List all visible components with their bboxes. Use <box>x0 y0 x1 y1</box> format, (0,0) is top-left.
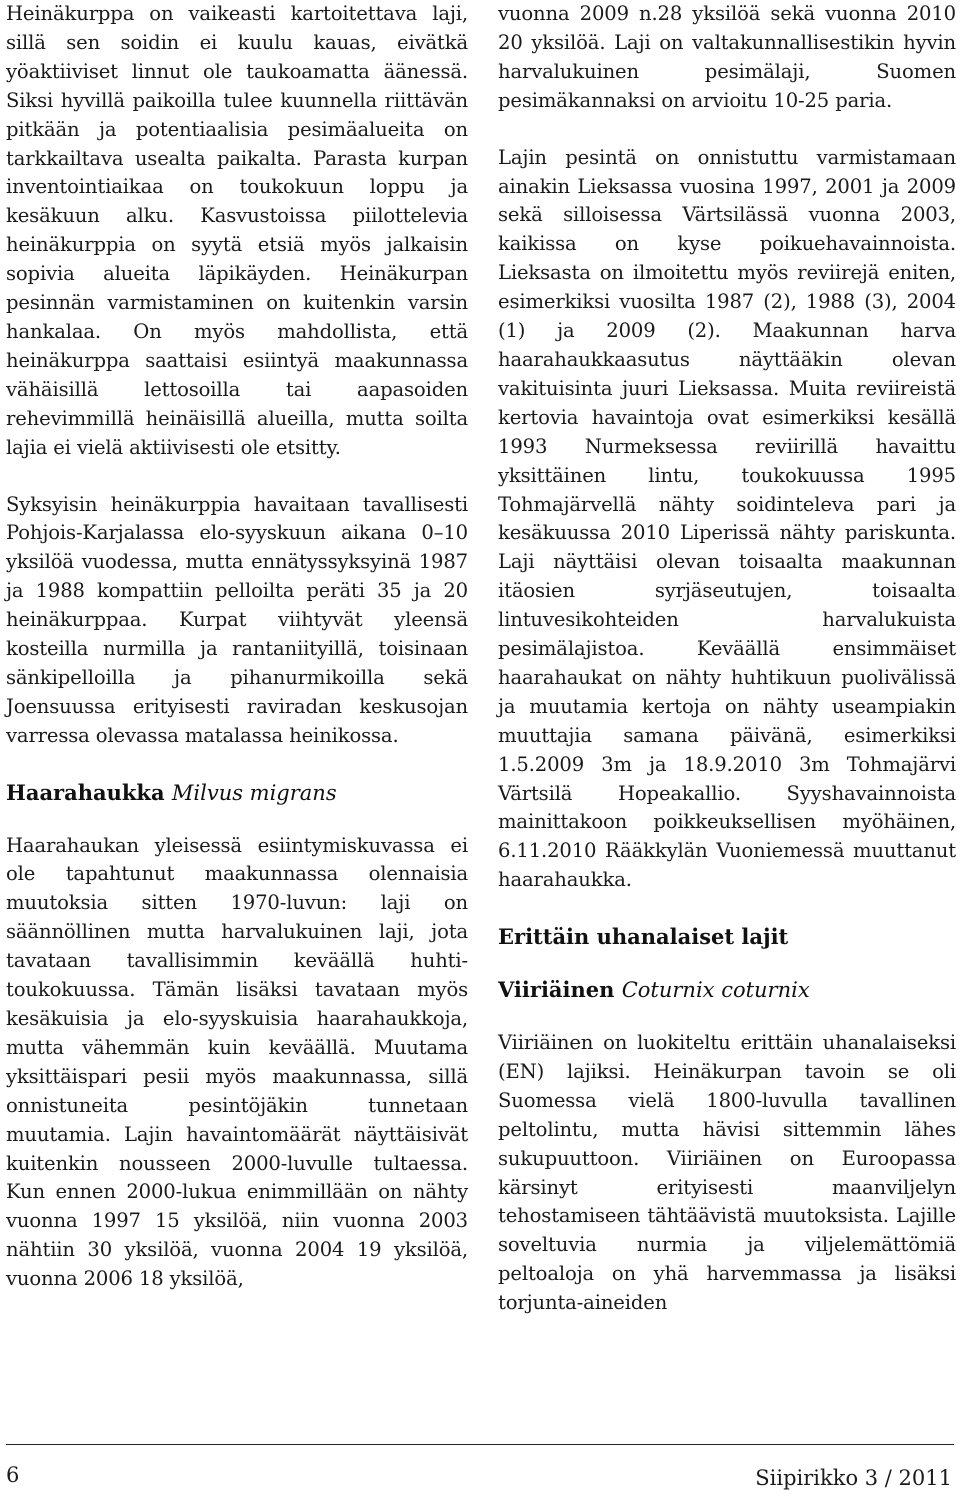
species-common-name: Haarahaukka <box>6 779 165 805</box>
paragraph-haarahaukka-breeding: Lajin pesintä on onnistuttu varmistamaan ainakin Lieksassa vuosina 1997, 2001 ja 2009 sekä silloisessa Värtsilässä vuonna 2003, kaikissa on kyse poikuehavainnoista. Lieksasta on ilmoitettu myös reviirejä eniten, esimerkiksi vuosilta 1987 (2), 1988 (3), 2004 (1) ja 2009 (2). Maakunnan harva haarahaukkaasutus näyttääkin olevan vakituisinta juuri Lieksassa. Muita reviireistä kertovia havaintoja ovat esimerkiksi kesällä 1993 Nurmeksessa reviirillä havaittu yksittäinen lintu, toukokuussa 1995 Tohmajärvellä nähty soidinteleva pari ja kesäkuussa 2010 Liperissä nähty pariskunta. Laji näyttäisi olevan toisaalta maakunnan itäosien syrjäseutujen, toisaalta lintuvesikohteiden harvalukuista pesimälajistoa. Keväällä ensimmäiset haarahaukat on nähty huhtikuun puolivälissä ja muutamia kertoja on nähty useampiakin muuttajia samana päivänä, esimerkiksi 1.5.2009 3m ja 18.9.2010 3m Tohmajärvi Värtsilä Hopeakallio. Syyshavainnoista mainittakoon poikkeuksellisen myöhäinen, 6.11.2010 Rääkkylän Vuoniemessä muuttanut haarahaukka. <box>498 145 956 892</box>
section-heading: Erittäin uhanalaiset lajit <box>498 924 789 950</box>
species-scientific-name: Coturnix coturnix <box>621 978 810 1003</box>
paragraph-heinakurppa-inventory: Heinäkurppa on vaikeasti kartoitettava laji, sillä sen soidin ei kuulu kauas, eivätkä yöaktiiviset linnut ole taukoamatta äänessä. Siksi hyvillä paikoilla tulee kuunnella riittävän pitkään ja potentiaalisia pesimäalueita on tarkkailtava usealta paikalta. Parasta kurpan inventointiaikaa on toukokuun loppu ja kesäkuun alku. Kasvustoissa piilottelevia heinäkurppia on syytä etsiä myös jalkaisin sopivia alueita läpikäyden. Heinäkurpan pesinnän varmistaminen on kuitenkin varsin hankalaa. On myös mahdollista, että heinäkurppa saattaisi esiintyä maakunnassa vähäisillä lettosoilla tai aapasoiden rehevimmillä heinäisillä alueilla, mutta soilta lajia ei vielä aktiivisesti ole etsitty. <box>6 2 468 459</box>
paragraph-heinakurppa-autumn: Syksyisin heinäkurppia havaitaan tavallisesti Pohjois-Karjalassa elo-syyskuun aikana 0–10 yksilöä vuodessa, mutta ennätyssyksyinä 1987 ja 1988 kompattiin pelloilta peräti 35 ja 20 heinäkurppaa. Kurpat viihtyvät yleensä kosteilla nurmilla ja rantaniityillä, toisinaan sänkipelloilla ja pihanurmikoilla sekä Joensuussa erityisesti raviradan keskusojan varressa olevassa matalassa heinikossa. <box>6 492 468 747</box>
species-heading-viiriainen <box>498 976 956 1005</box>
paragraph-haarahaukka-occurrence: Haarahaukan yleisessä esiintymiskuvassa ei ole tapahtunut maakunnassa olennaisia muutoksia sitten 1970-luvun: laji on säännöllinen mutta harvalukuinen laji, jota tavataan tavallisimmin keväällä huhti-toukokuussa. Tämän lisäksi tavataan myös kesäkuisia ja elo-syyskuisia haarahaukkoja, mutta vähemmän kuin keväällä. Muutama yksittäispari pesii myös maakunnassa, sillä onnistuneita pesintöjäkin tunnetaan muutamia. Lajin havaintomäärät näyttäisivät kuitenkin nousseen 2000-luvulle tultaessa. Kun ennen 2000-lukua enimmillään on nähty vuonna 1997 15 yksilöä, niin vuonna 2003 nähtiin 30 yksilöä, vuonna 2004 19 yksilöä, vuonna 2006 18 yksilöä, <box>6 833 468 1291</box>
species-heading-haarahaukka <box>6 779 468 808</box>
right-column <box>498 0 956 1318</box>
left-column <box>6 0 468 1294</box>
paragraph-viiriainen-status: Viiriäinen on luokiteltu erittäin uhanalaiseksi (EN) lajiksi. Heinäkurpan tavoin se oli Suomessa vielä 1800-luvulla tavallinen peltolintu, mutta hävisi sittemmin lähes sukupuuttoon. Viiriäinen on Euroopassa kärsinyt erityisesti maanviljelyn tehostamiseen tähtäävistä muutoksista. Lajille soveltuvia nurmia ja viljelemättömiä peltoaloja on yhä harvemmassa ja lisäksi torjunta-aineiden <box>498 1031 956 1315</box>
page-number: 6 <box>6 1463 20 1487</box>
species-scientific-name: Milvus migrans <box>171 780 337 805</box>
footer-rule <box>6 1444 954 1445</box>
journal-issue: Siipirikko 3 / 2011 <box>755 1466 952 1490</box>
paragraph-haarahaukka-counts: vuonna 2009 n.28 yksilöä sekä vuonna 2010 20 yksilöä. Laji on valtakunnallisestikin hyvin harvalukuinen pesimälaji, Suomen pesimäkannaksi on arvioitu 10-25 paria. <box>498 2 956 112</box>
species-common-name: Viiriäinen <box>498 977 615 1003</box>
